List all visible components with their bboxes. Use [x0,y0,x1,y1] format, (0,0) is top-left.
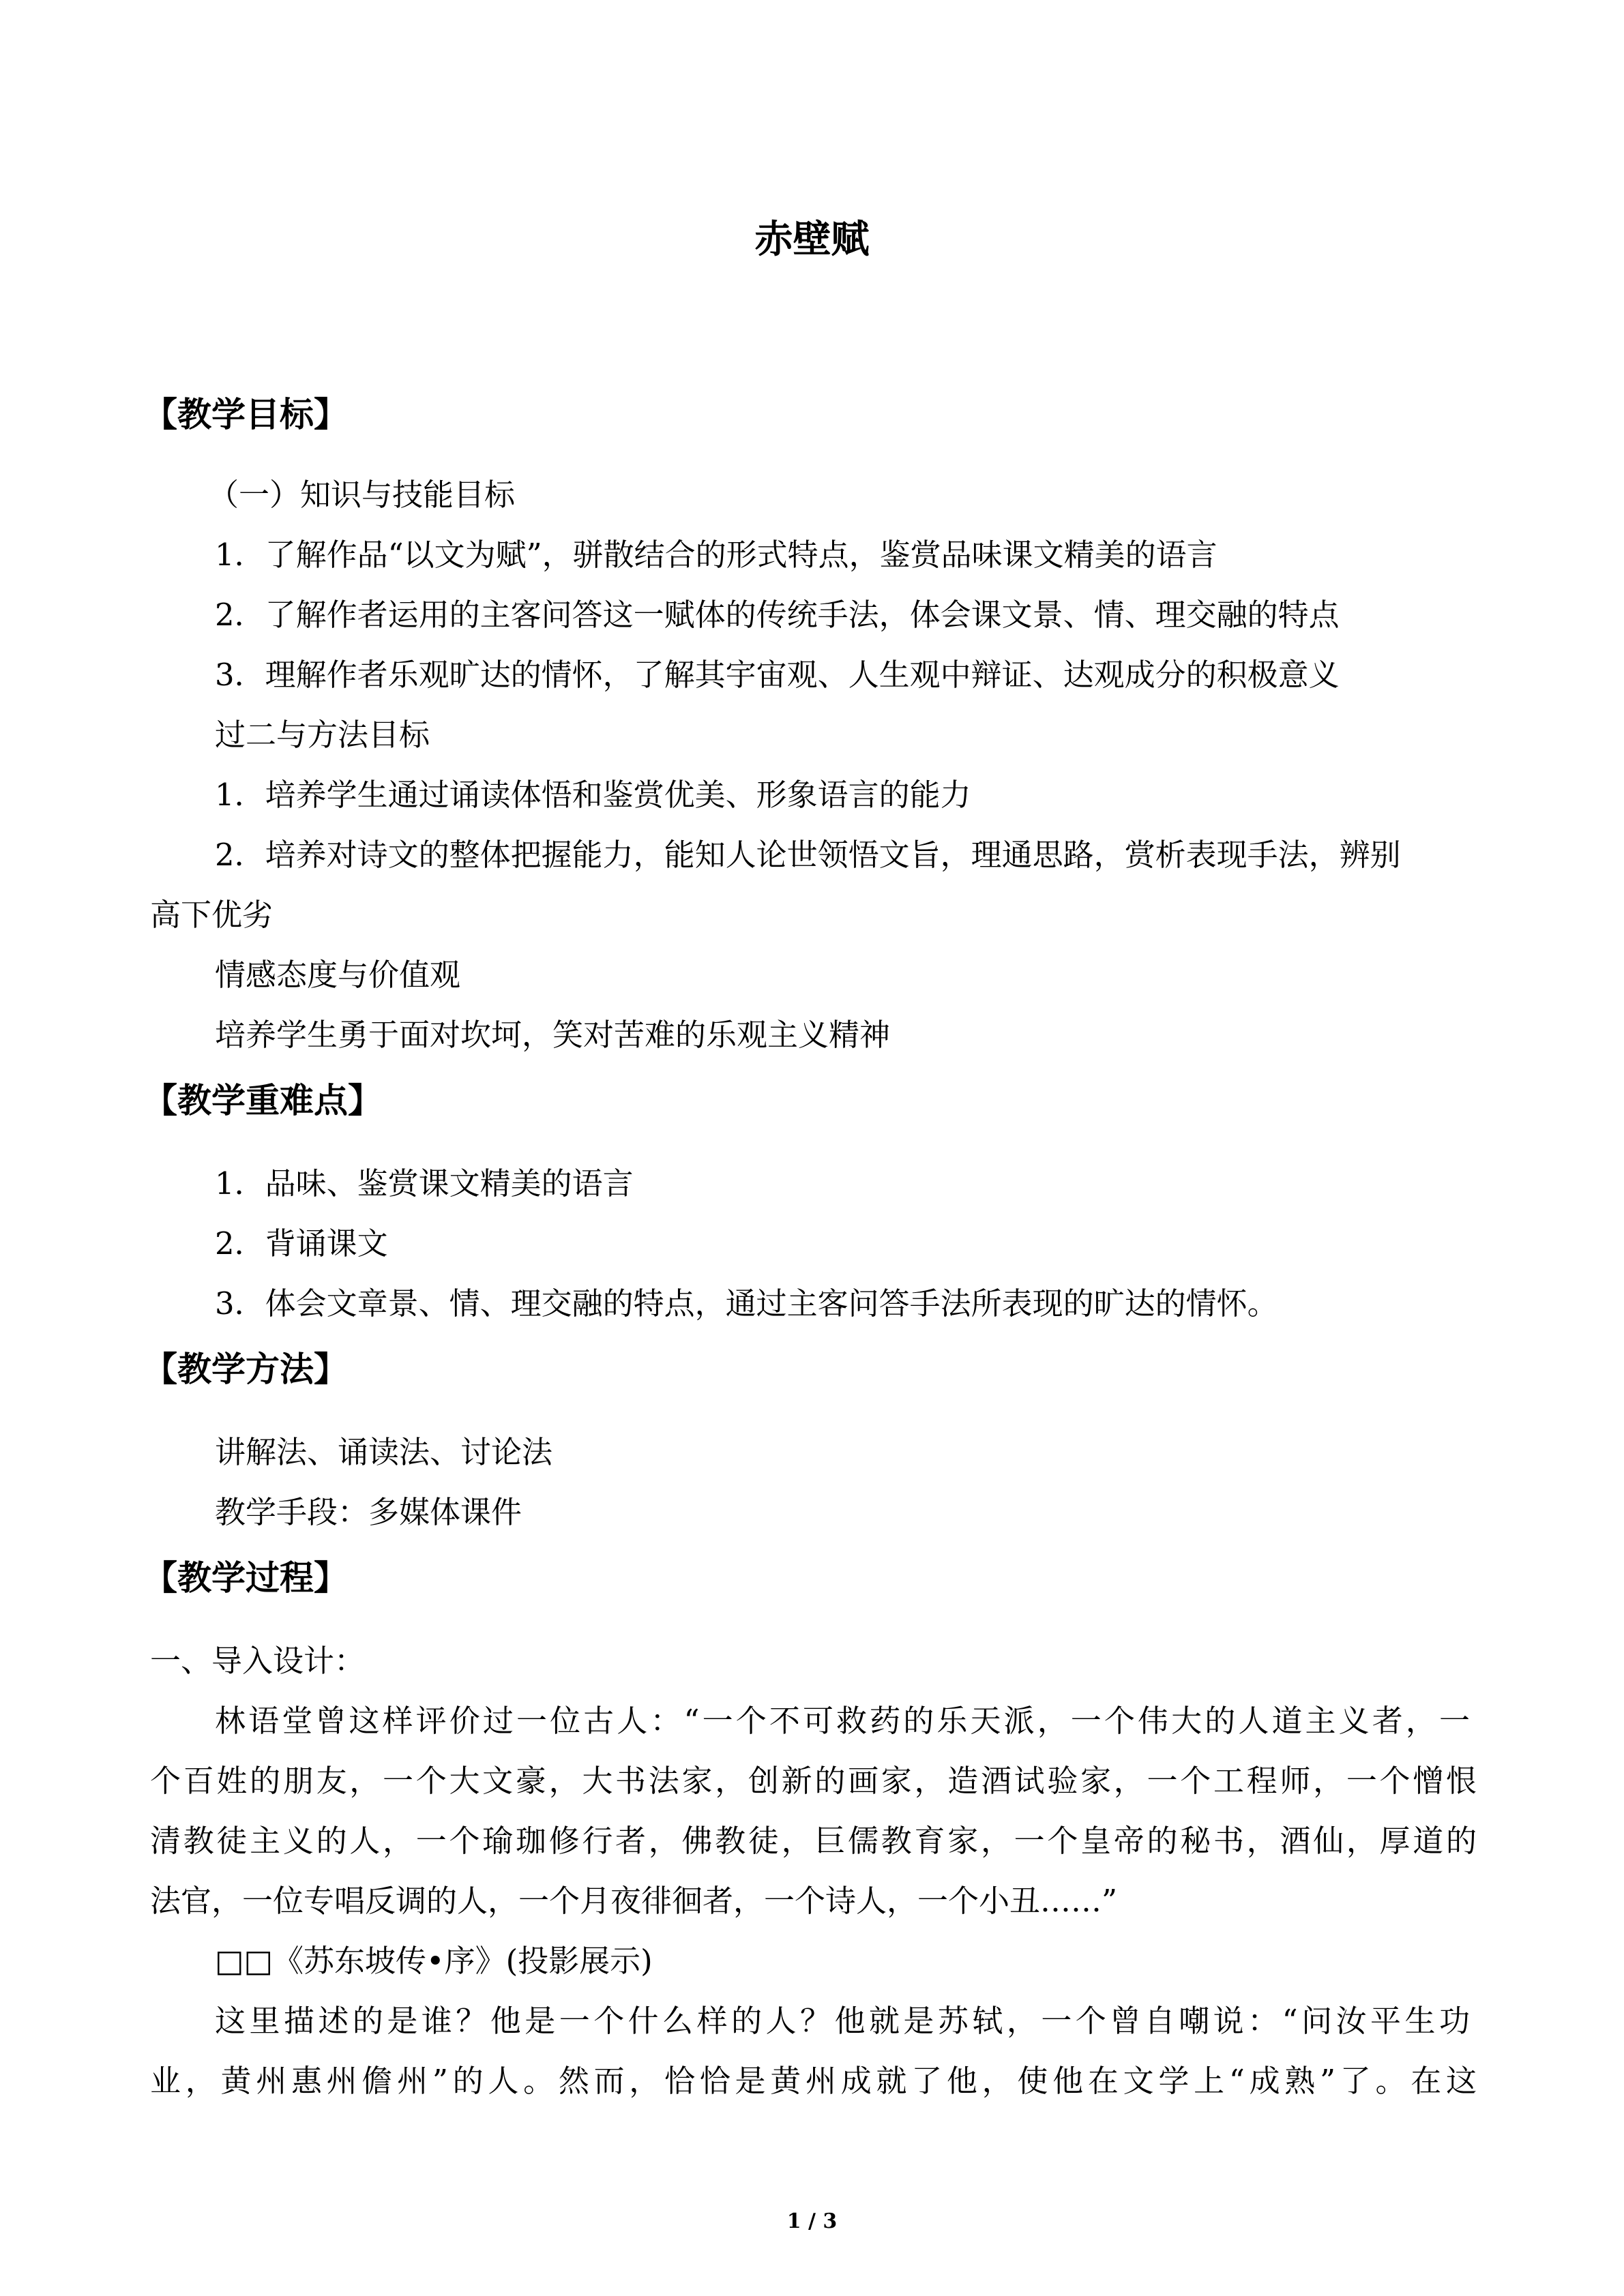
objectives-item: 2．培养对诗文的整体把握能力，能知人论世领悟文旨，理通思路，赏析表现手法，辨别 [215,837,1401,873]
process-paragraph-line: 业，黄州惠州儋州”的人。然而，恰恰是黄州成就了他，使他在文学上“成熟”了。在这 [150,2063,1477,2099]
heading-keypoints: 【教学重难点】 [143,1081,382,1120]
objectives-subheading-knowledge: （一）知识与技能目标 [208,477,516,513]
process-paragraph-line: 林语堂曾这样评价过一位古人：“一个不可救药的乐天派，一个伟大的人道主义者，一 [215,1703,1470,1739]
process-paragraph-line: 法官，一位专唱反调的人，一个月夜徘徊者，一个诗人，一个小丑……” [150,1883,1118,1919]
methods-item: 讲解法、诵读法、讨论法 [215,1434,553,1470]
methods-item: 教学手段：多媒体课件 [215,1494,522,1530]
process-paragraph-line: 清教徒主义的人，一个瑜珈修行者，佛教徒，巨儒教育家，一个皇帝的秘书，酒仙，厚道的 [150,1823,1477,1859]
objectives-item-continuation: 高下优劣 [150,897,274,933]
keypoints-item: 3．体会文章景、情、理交融的特点，通过主客问答手法所表现的旷达的情怀。 [215,1285,1278,1322]
page-number: 1 / 3 [786,2209,838,2233]
keypoints-item: 1．品味、鉴赏课文精美的语言 [215,1165,634,1202]
objectives-item: 3．理解作者乐观旷达的情怀，了解其宇宙观、人生观中辩证、达观成分的积极意义 [215,657,1340,693]
objectives-item: 培养学生勇于面对坎坷，笑对苦难的乐观主义精神 [215,1017,891,1053]
keypoints-item: 2．背诵课文 [215,1225,388,1262]
heading-methods: 【教学方法】 [143,1350,348,1389]
process-citation: □□《苏东坡传•序》(投影展示) [215,1943,653,1979]
objectives-subheading-process: 过二与方法目标 [215,717,430,753]
objectives-item: 2．了解作者运用的主客问答这一赋体的传统手法，体会课文景、情、理交融的特点 [215,597,1340,633]
document-title: 赤壁赋 [754,218,870,262]
process-step-title: 一、导入设计： [150,1643,366,1679]
heading-process: 【教学过程】 [143,1558,348,1598]
process-paragraph-line: 这里描述的是谁？他是一个什么样的人？他就是苏轼，一个曾自嘲说：“问汝平生功 [215,2003,1470,2039]
heading-objectives: 【教学目标】 [143,395,348,434]
process-paragraph-line: 个百姓的朋友，一个大文豪，大书法家，创新的画家，造酒试验家，一个工程师，一个憎恨 [150,1763,1477,1799]
objectives-item: 1．了解作品“以文为赋”，骈散结合的形式特点，鉴赏品味课文精美的语言 [215,537,1217,573]
objectives-subheading-attitude: 情感态度与价值观 [215,957,461,993]
objectives-item: 1．培养学生通过诵读体悟和鉴赏优美、形象语言的能力 [215,777,971,813]
